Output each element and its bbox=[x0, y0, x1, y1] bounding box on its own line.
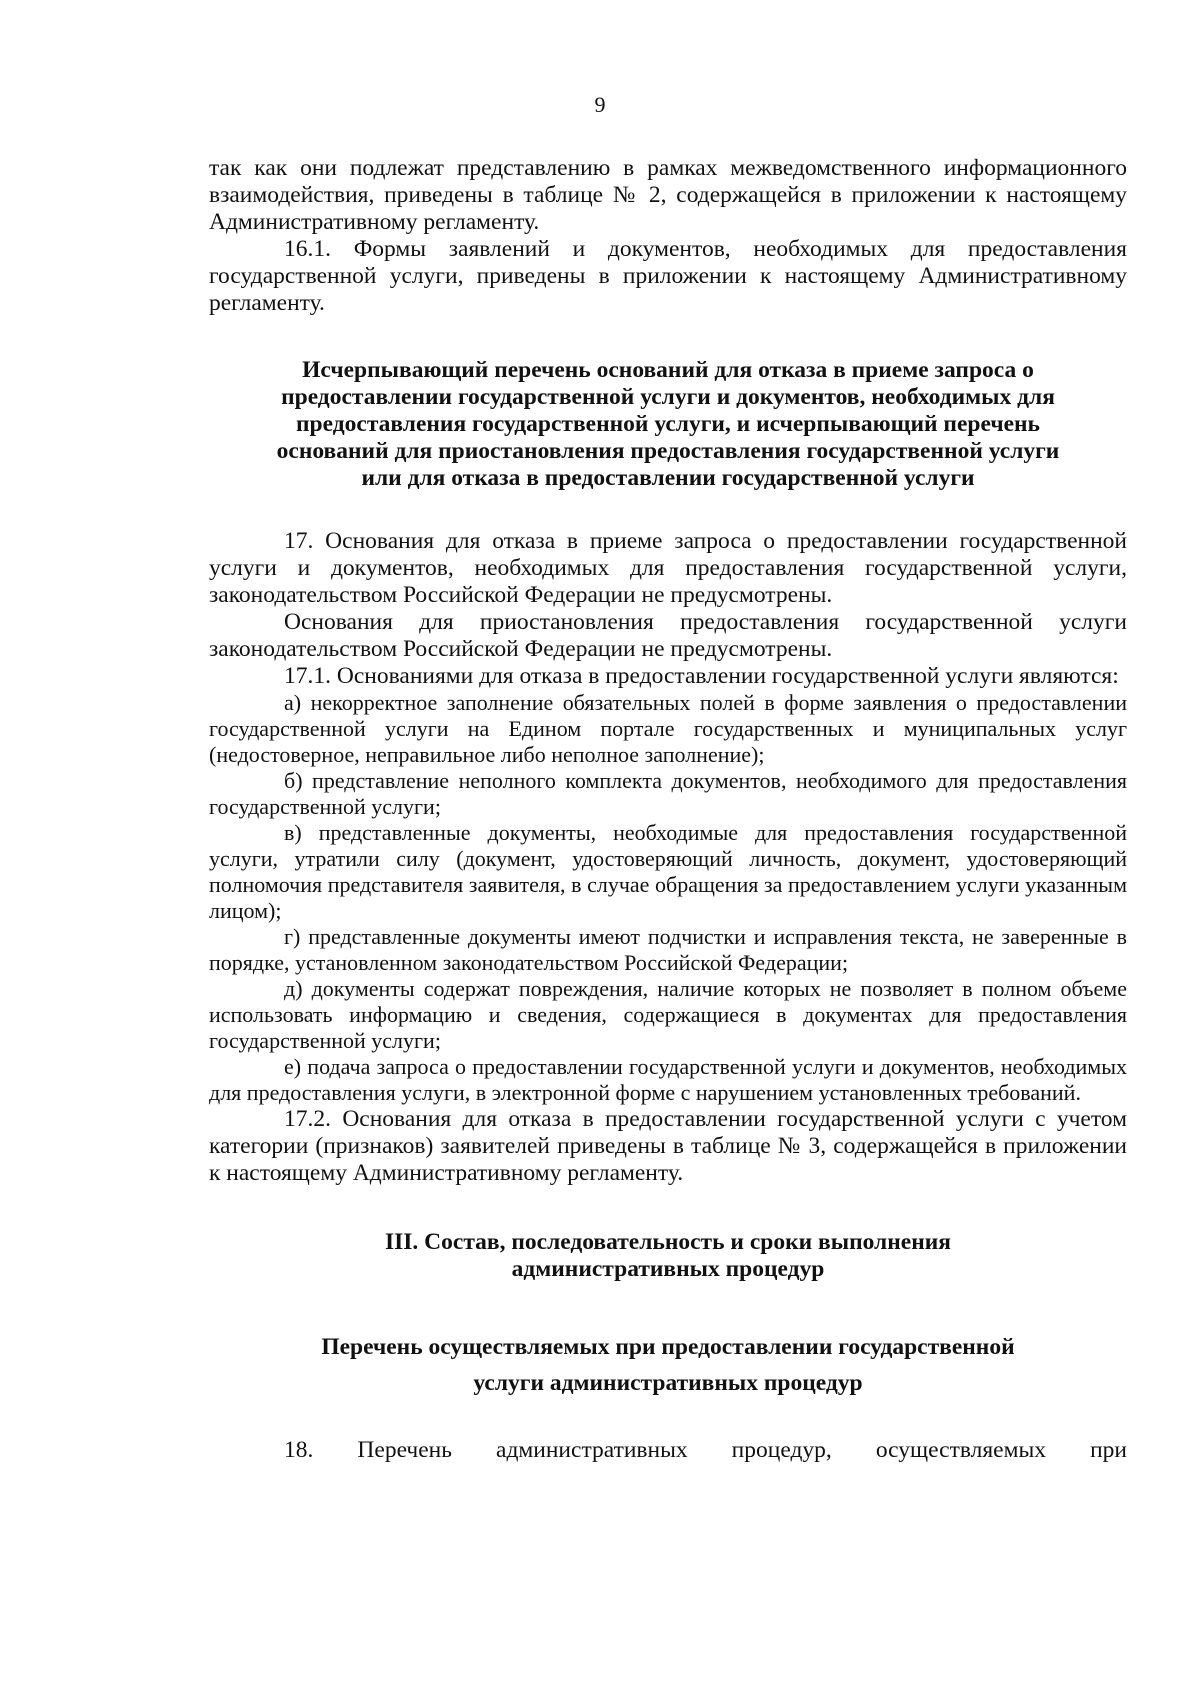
document-body bbox=[209, 155, 1127, 1464]
paragraph-intro: так как они подлежат представлению в рамках межведомственного информационного взаимодействия, приведены в таблице № 2, содержащейся в приложении к настоящему Административному регламенту. bbox=[209, 155, 1127, 235]
heading-line: Исчерпывающий перечень оснований для отказа в приеме запроса о bbox=[302, 357, 1034, 383]
list-item-d: д) документы содержат повреждения, наличие которых не позволяет в полном объеме использовать информацию и сведения, содержащиеся в документах для предоставления государственной услуги; bbox=[209, 976, 1127, 1053]
heading-line: административных процедур bbox=[511, 1256, 825, 1282]
list-item-a: а) некорректное заполнение обязательных полей в форме заявления о предоставлении государственной услуги на Едином портале государственных и муниципальных услуг (недостоверное, неправильное либо неполное заполнение); bbox=[209, 690, 1127, 767]
list-item-g: г) представленные документы имеют подчистки и исправления текста, не заверенные в порядке, установленном законодательством Российской Федерации; bbox=[209, 924, 1127, 975]
paragraph-17-1: 17.1. Основаниями для отказа в предоставлении государственной услуги являются: bbox=[284, 663, 1119, 689]
heading-line: предоставления государственной услуги, и исчерпывающий перечень bbox=[296, 411, 1040, 437]
heading-procedures-list bbox=[209, 1329, 1127, 1401]
list-item-e: е) подача запроса о предоставлении государственной услуги и документов, необходимых для предоставления услуги, в электронной форме с нарушением установленных требований. bbox=[209, 1054, 1127, 1105]
paragraph-16-1: 16.1. Формы заявлений и документов, необходимых для предоставления государственной услуги, приведены в приложении к настоящему Административному регламенту. bbox=[209, 236, 1127, 316]
heading-line: или для отказа в предоставлении государственной услуги bbox=[361, 465, 975, 491]
paragraph-18: 18. Перечень административных процедур, осуществляемых при bbox=[284, 1437, 1127, 1463]
page-number: 9 bbox=[594, 92, 606, 117]
heading-section-3 bbox=[209, 1229, 1127, 1283]
paragraph-17-suspension: Основания для приостановления предоставления государственной услуги законодательством Российской Федерации не предусмотрены. bbox=[209, 609, 1127, 662]
heading-line: III. Состав, последовательность и сроки выполнения bbox=[384, 1229, 951, 1255]
heading-line: Перечень осуществляемых при предоставлении государственной bbox=[321, 1334, 1015, 1360]
list-item-b: б) представление неполного комплекта документов, необходимого для предоставления государственной услуги; bbox=[209, 768, 1127, 819]
paragraph-17: 17. Основания для отказа в приеме запроса о предоставлении государственной услуги и документов, необходимых для предоставления государственной услуги, законодательством Российской Федерации не предусмотрены. bbox=[209, 528, 1127, 608]
heading-line: оснований для приостановления предоставления государственной услуги bbox=[276, 438, 1060, 464]
heading-grounds-for-refusal bbox=[209, 357, 1127, 492]
list-item-v: в) представленные документы, необходимые для предоставления государственной услуги, утратили силу (документ, удостоверяющий личность, документ, удостоверяющий полномочия представителя заявителя, в случае обращения за предоставлением услуги указанным лицом); bbox=[209, 820, 1127, 923]
paragraph-17-2: 17.2. Основания для отказа в предоставлении государственной услуги с учетом категории (признаков) заявителей приведены в таблице № 3, содержащейся в приложении к настоящему Административному регламенту. bbox=[209, 1106, 1127, 1186]
heading-line: услуги административных процедур bbox=[473, 1370, 863, 1396]
heading-line: предоставлении государственной услуги и документов, необходимых для bbox=[281, 384, 1055, 410]
